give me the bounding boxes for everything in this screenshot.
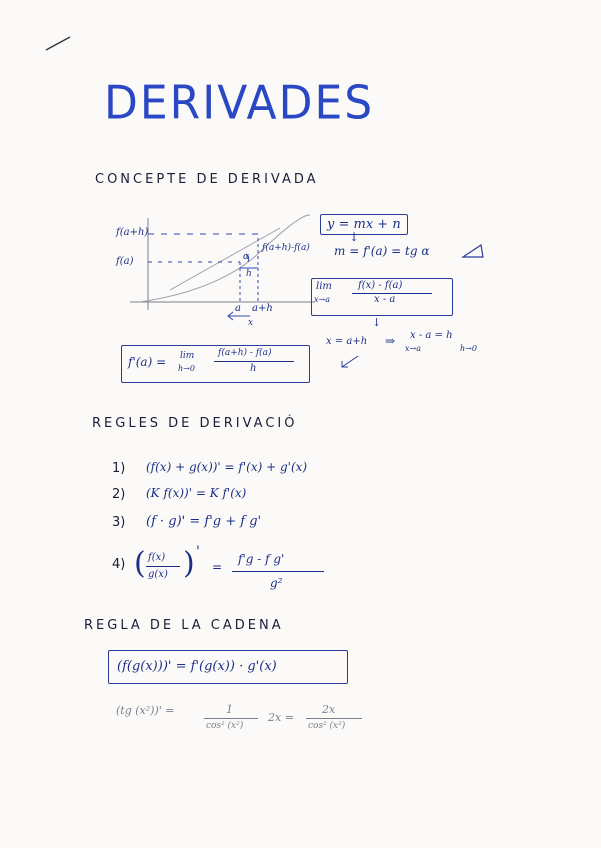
limit-sub: x→a bbox=[314, 295, 330, 304]
down-arrow-2: ↓ bbox=[372, 316, 382, 329]
substitution-arrow: ⇒ bbox=[385, 334, 396, 348]
rule-2-number: 2) bbox=[112, 487, 126, 502]
substitution-bottom-right: h→0 bbox=[460, 344, 477, 353]
label-difference: f(a+h)-f(a) bbox=[262, 243, 310, 253]
rule-4-equals: = bbox=[212, 560, 223, 574]
return-arrow bbox=[338, 354, 360, 370]
section-heading-regles: REGLES DE DERIVACIÓ bbox=[92, 416, 298, 431]
slope-equation: m = f'(a) = tg α bbox=[334, 244, 430, 258]
limit-lim: lim bbox=[316, 281, 332, 292]
down-arrow-1: ↓ bbox=[349, 230, 360, 244]
rule-4-rhs-numerator: f'g - f g' bbox=[238, 552, 285, 566]
example-frac1-denominator: cos² (x²) bbox=[206, 721, 244, 731]
rule-3-number: 3) bbox=[112, 515, 126, 530]
section-heading-concepte: CONCEPTE DE DERIVADA bbox=[95, 172, 319, 187]
example-frac2-numerator: 2x bbox=[322, 703, 336, 716]
example-middle: 2x = bbox=[268, 711, 294, 724]
example-lhs: (tg (x²))' = bbox=[116, 704, 175, 717]
rule-4-number: 4) bbox=[112, 557, 126, 572]
rule-4-paren-open: ( bbox=[134, 546, 146, 581]
page-title: DERIVADES bbox=[104, 76, 375, 131]
substitution-left: x = a+h bbox=[326, 336, 368, 347]
chain-rule: (f(g(x)))' = f'(g(x)) · g'(x) bbox=[108, 650, 348, 684]
line-equation: y = mx + n bbox=[320, 214, 408, 235]
tangent-line bbox=[170, 228, 280, 290]
label-f-a: f(a) bbox=[116, 256, 134, 267]
rule-3-expression: (f · g)' = f'g + f g' bbox=[146, 514, 262, 529]
rule-4-paren-close: ) bbox=[183, 546, 195, 581]
label-alpha: α bbox=[243, 252, 250, 262]
derivative-numerator: f(a+h) - f(a) bbox=[218, 348, 272, 358]
rule-1-number: 1) bbox=[112, 461, 126, 476]
example-frac2-denominator: cos² (x²) bbox=[308, 721, 346, 731]
substitution-top: x - a = h bbox=[410, 330, 453, 341]
derivative-lhs: f'(a) = bbox=[128, 355, 167, 369]
rule-4-prime: ' bbox=[196, 544, 200, 560]
stray-pen-mark bbox=[44, 34, 74, 54]
derivative-definition-box bbox=[121, 345, 310, 383]
example-frac1-numerator: 1 bbox=[226, 703, 233, 716]
label-f-a-plus-h: f(a+h) bbox=[116, 227, 149, 238]
limit-denominator: x - a bbox=[374, 294, 396, 305]
triangle-icon bbox=[461, 243, 485, 259]
label-x: x bbox=[248, 318, 254, 328]
derivative-sub: h→0 bbox=[178, 364, 195, 373]
label-x-a: a bbox=[235, 303, 241, 314]
rule-1-expression: (f(x) + g(x))' = f'(x) + g'(x) bbox=[146, 460, 308, 474]
limit-definition-box bbox=[311, 278, 453, 316]
rule-4-lhs-denominator: g(x) bbox=[148, 569, 168, 580]
rule-2-expression: (K f(x))' = K f'(x) bbox=[146, 486, 247, 500]
label-h: h bbox=[246, 269, 252, 279]
section-heading-cadena: REGLA DE LA CADENA bbox=[84, 618, 284, 633]
limit-numerator: f(x) - f(a) bbox=[358, 280, 403, 291]
derivative-denominator: h bbox=[250, 363, 257, 374]
derivative-lim: lim bbox=[180, 351, 195, 361]
rule-4-rhs-denominator: g² bbox=[270, 576, 283, 590]
label-x-a-plus-h: a+h bbox=[252, 303, 273, 314]
substitution-bottom-left: x→a bbox=[405, 344, 421, 353]
rule-4-lhs-numerator: f(x) bbox=[148, 552, 166, 563]
